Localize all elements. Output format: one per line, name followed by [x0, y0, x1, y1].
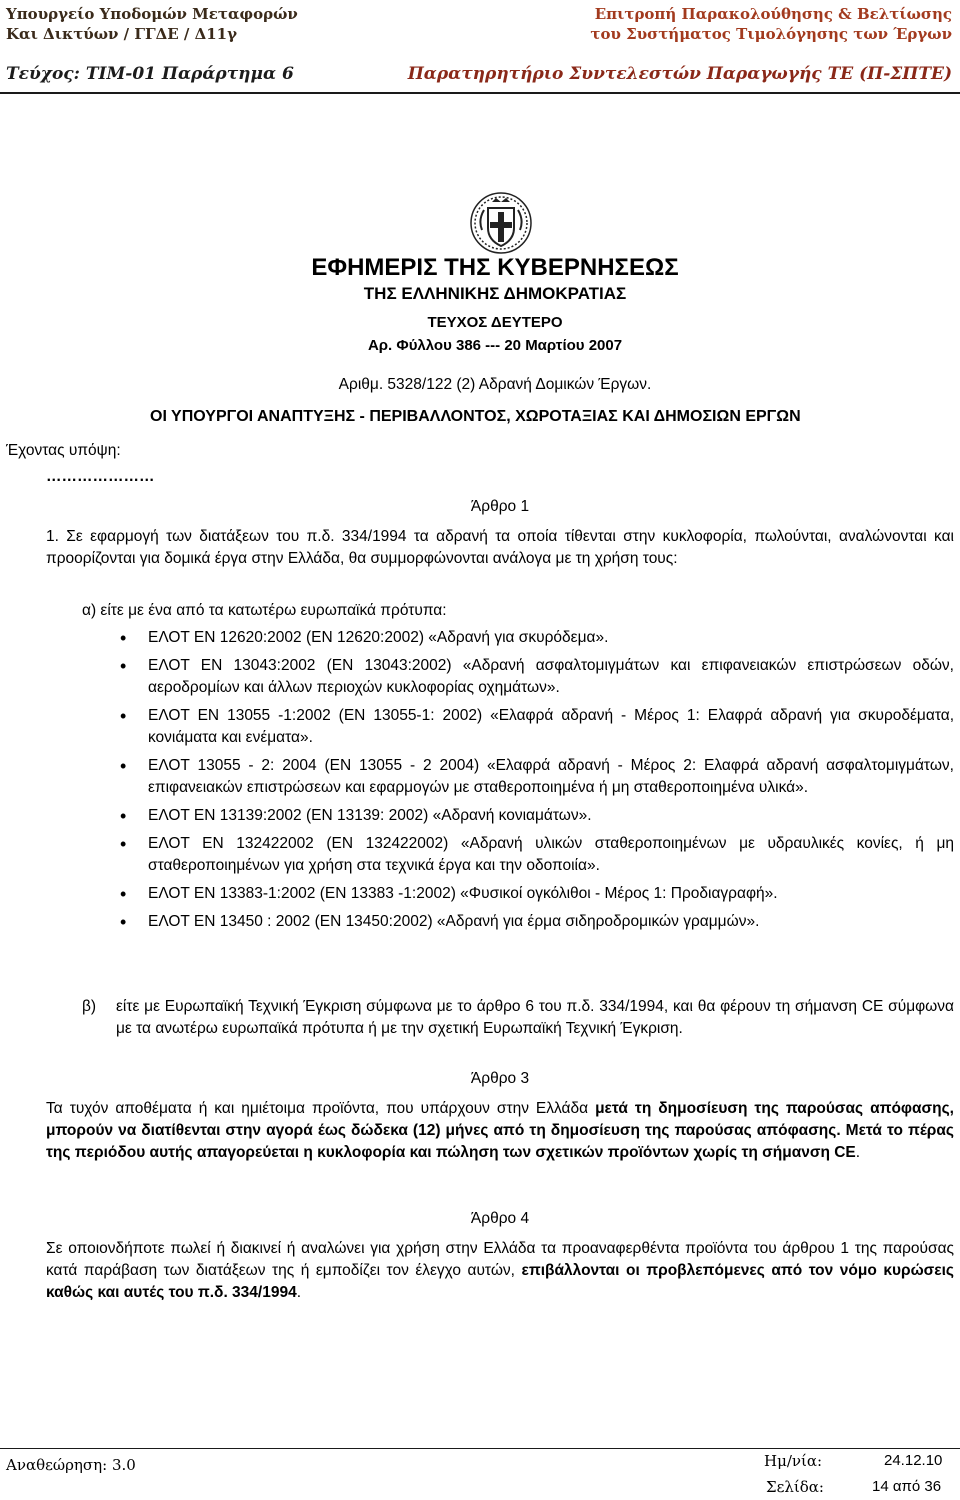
- date-label: Ημ/νία:: [764, 1452, 823, 1470]
- considering-dots: …………………: [46, 468, 155, 485]
- article4-text: Σε οποιονδήποτε πωλεί ή διακινεί ή αναλώνει για χρήση στην Ελλάδα τα προαναφερθέντα προϊόντα του άρθρου 1 της παρούσας κατά παράβαση των διατάξεων της ή εμποδίζει τον έλεγχο αυτών,: [46, 1240, 954, 1279]
- article1-paragraph: 1. Σε εφαρμογή των διατάξεων του π.δ. 334/1994 τα αδρανή τα οποία τίθενται στην κυκλοφορία, πωλούνται, αναλώνονται και προορίζονται για δομικά έργα στην Ελλάδα, θα συμμορφώνονται ανάλογα με τη χρήση τους:: [46, 528, 954, 567]
- article4-paragraph: [46, 1238, 954, 1304]
- footer-rule: [0, 1448, 960, 1449]
- observatory-label: Παρατηρητήριο Συντελεστών Παραγωγής ΤΕ (Π-ΣΠΤΕ): [407, 64, 952, 84]
- article3-heading: Άρθρο 3: [470, 1070, 530, 1087]
- article1-beta: είτε με Ευρωπαϊκή Τεχνική Έγκριση σύμφωνα με το άρθρο 6 του π.δ. 334/1994, και θα φέρουν τη σήμανση CE σύμφωνα με τα ανωτέρω ευρωπαϊκά πρότυπα ή με την σχετική Ευρωπαϊκή Τεχνική Έγκριση.: [116, 998, 954, 1037]
- article1-heading: Άρθρο 1: [470, 498, 530, 515]
- article3-text: Τα τυχόν αποθέματα ή και ημιέτοιμα προϊόντα, που υπάρχουν στην Ελλάδα: [46, 1100, 596, 1117]
- list-item: • ΕΛΟΤ ΕΝ 13450 : 2002 (ΕΝ 13450:2002) «Αδρανή για έρμα σιδηροδρομικών γραμμών».: [120, 911, 954, 933]
- list-item: • ΕΛΟΤ ΕΝ 13043:2002 (ΕΝ 13043:2002) «Αδρανή ασφαλτομιγμάτων και επιφανειακών επιστρώσεων οδών, αεροδρομίων και άλλων περιοχών κυκλοφορίας οχημάτων».: [120, 655, 954, 699]
- article4-end: .: [296, 1284, 302, 1301]
- gazette-sheet: Αρ. Φύλλου 386 --- 20 Μαρτίου 2007: [367, 337, 623, 354]
- ministry-line2: Και Δικτύων / ΓΓΔΕ / Δ11γ: [6, 25, 238, 43]
- date-value: 24.12.10: [884, 1452, 943, 1469]
- committee-line2: του Συστήματος Τιμολόγησης των Έργων: [590, 25, 952, 43]
- list-item: • ΕΛΟΤ ΕΝ 13055 -1:2002 (ΕΝ 13055-1: 2002) «Ελαφρά αδρανή - Μέρος 1: Ελαφρά αδρανή για σκυροδέματα, κονιάματα και ενέματα».: [120, 705, 954, 749]
- list-item: • ΕΛΟΤ ΕΝ 13383-1:2002 (ΕΝ 13383 -1:2002) «Φυσικοί ογκόλιθοι - Μέρος 1: Προδιαγραφή».: [120, 883, 954, 905]
- ministry-name: [6, 4, 298, 44]
- article4-bold-text: επιβάλλονται οι προβλεπόμενες από τον νόμο κυρώσεις καθώς και αυτές του π.δ. 334/1994: [46, 1262, 954, 1301]
- gazette-subtitle: ΤΗΣ ΕΛΛΗΝΙΚΗΣ ΔΗΜΟΚΡΑΤΙΑΣ: [363, 284, 627, 303]
- standards-list: [120, 627, 954, 939]
- article1-beta-label: β): [82, 998, 97, 1015]
- article1-alpha: α) είτε με ένα από τα κατωτέρω ευρωπαϊκά πρότυπα:: [82, 602, 447, 619]
- article3-end: .: [855, 1144, 861, 1161]
- revision-label: Αναθεώρηση: 3.0: [6, 1456, 136, 1474]
- decision-number: Αριθμ. 5328/122 (2) Αδρανή Δομικών Έργων.: [338, 376, 652, 393]
- committee-name: [590, 4, 952, 44]
- article3-bold-text: μετά τη δημοσίευση της παρούσας απόφασης, μπορούν να διατίθενται στην αγορά έως δώδεκα (12) μήνες από τη δημοσίευση της παρούσας απόφασης. Μετά το πέρας της περιόδου αυτής απαγορεύεται η κυκλοφορία και πώληση των σχετικών προϊόντων χωρίς τη σήμανση CE: [46, 1100, 954, 1161]
- ministry-line1: Υπουργείο Υποδομών Μεταφορών: [6, 5, 298, 23]
- issue-label: Τεύχος: ΤΙΜ-01 Παράρτημα 6: [6, 64, 294, 84]
- article4-heading: Άρθρο 4: [470, 1210, 530, 1227]
- list-item: • ΕΛΟΤ ΕΝ 12620:2002 (ΕΝ 12620:2002) «Αδρανή για σκυρόδεμα».: [120, 627, 954, 649]
- list-item: • ΕΛΟΤ ΕΝ 13139:2002 (ΕΝ 13139: 2002) «Αδρανή κονιαμάτων».: [120, 805, 954, 827]
- committee-line1: Επιτροπή Παρακολούθησης & Βελτίωσης: [594, 5, 952, 23]
- header-rule: [0, 92, 960, 94]
- page-value: 14 από 36: [872, 1478, 942, 1495]
- list-item: • ΕΛΟΤ ΕΝ 132422002 (ΕΝ 132422002) «Αδρανή υλικών σταθεροποιημένων με υδραυλικές κονίες, ή μη σταθεροποιημένων για χρήση στα τεχνικά έργα και την οδοποιία».: [120, 833, 954, 877]
- gazette-series: ΤΕΥΧΟΣ ΔΕΥΤΕΡΟ: [427, 314, 563, 331]
- list-item: • ΕΛΟΤ 13055 - 2: 2004 (ΕΝ 13055 - 2 2004) «Ελαφρά αδρανή - Μέρος 2: Ελαφρά αδρανή ασφαλτομιγμάτων, επιφανειακών επιστρώσεων και εφαρμογών με σταθεροποιημένα ή μη σταθεροποιημένα υλικά».: [120, 755, 954, 799]
- considering-label: Έχοντας υπόψη:: [6, 442, 121, 459]
- article3-paragraph: [46, 1098, 954, 1164]
- page-label: Σελίδα:: [766, 1478, 824, 1496]
- ministers-heading: ΟΙ ΥΠΟΥΡΓΟΙ ΑΝΑΠΤΥΞΗΣ - ΠΕΡΙΒΑΛΛΟΝΤΟΣ, ΧΩΡΟΤΑΞΙΑΣ ΚΑΙ ΔΗΜΟΣΙΩΝ ΕΡΓΩΝ: [150, 408, 801, 425]
- greek-coat-of-arms-icon: [468, 190, 534, 256]
- gazette-title: ΕΦΗΜΕΡΙΣ ΤΗΣ ΚΥΒΕΡΝΗΣΕΩΣ: [311, 254, 679, 281]
